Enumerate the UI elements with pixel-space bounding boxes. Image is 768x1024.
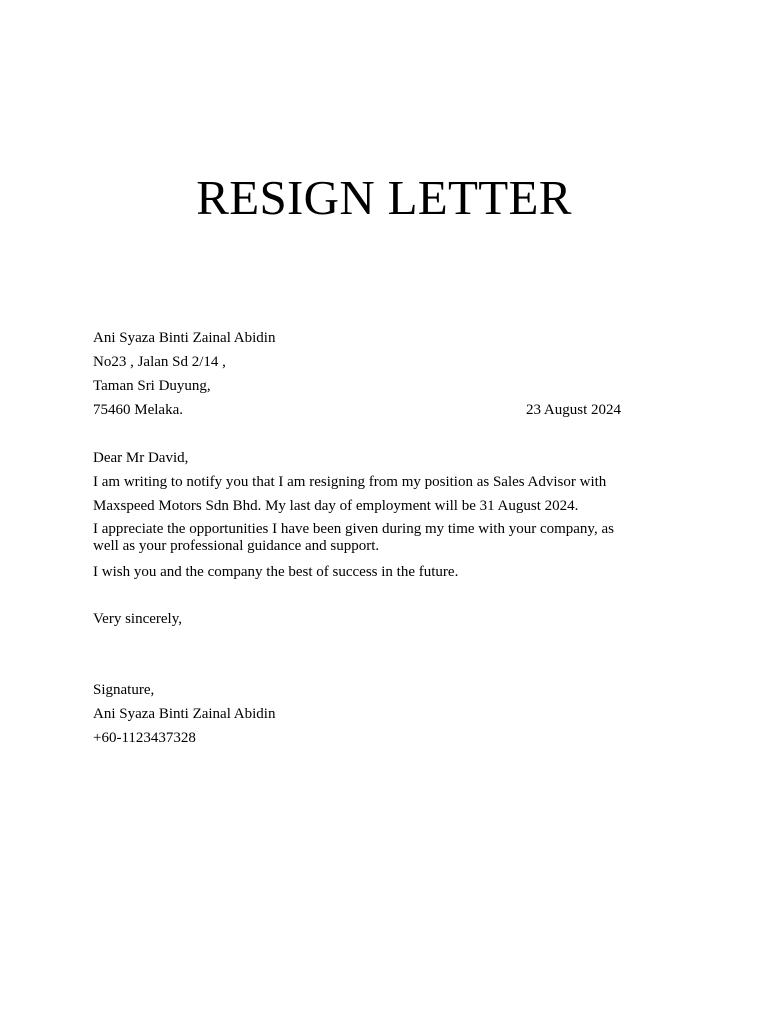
sender-address-line3: 75460 Melaka. — [93, 402, 183, 418]
letter-date: 23 August 2024 — [526, 402, 622, 418]
body-paragraph-1-line-2: Maxspeed Motors Sdn Bhd. My last day of employment will be 31 August 2024. — [93, 498, 579, 514]
sender-name: Ani Syaza Binti Zainal Abidin — [93, 330, 276, 346]
salutation: Dear Mr David, — [93, 450, 189, 466]
sender-address-line1: No23 , Jalan Sd 2/14 , — [93, 354, 226, 370]
signature-phone: +60-1123437328 — [93, 730, 196, 746]
document-title: RESIGN LETTER — [196, 170, 572, 225]
body-paragraph-2: I appreciate the opportunities I have been given during my time with your company, as well as your professional guidance and support. — [93, 521, 614, 554]
closing: Very sincerely, — [93, 611, 182, 627]
sender-address-line2: Taman Sri Duyung, — [93, 378, 211, 394]
signature-label: Signature, — [93, 682, 155, 698]
signature-name: Ani Syaza Binti Zainal Abidin — [93, 706, 276, 722]
body-paragraph-1-line-1: I am writing to notify you that I am resigning from my position as Sales Advisor with — [93, 474, 607, 490]
body-paragraph-3: I wish you and the company the best of success in the future. — [93, 564, 459, 580]
